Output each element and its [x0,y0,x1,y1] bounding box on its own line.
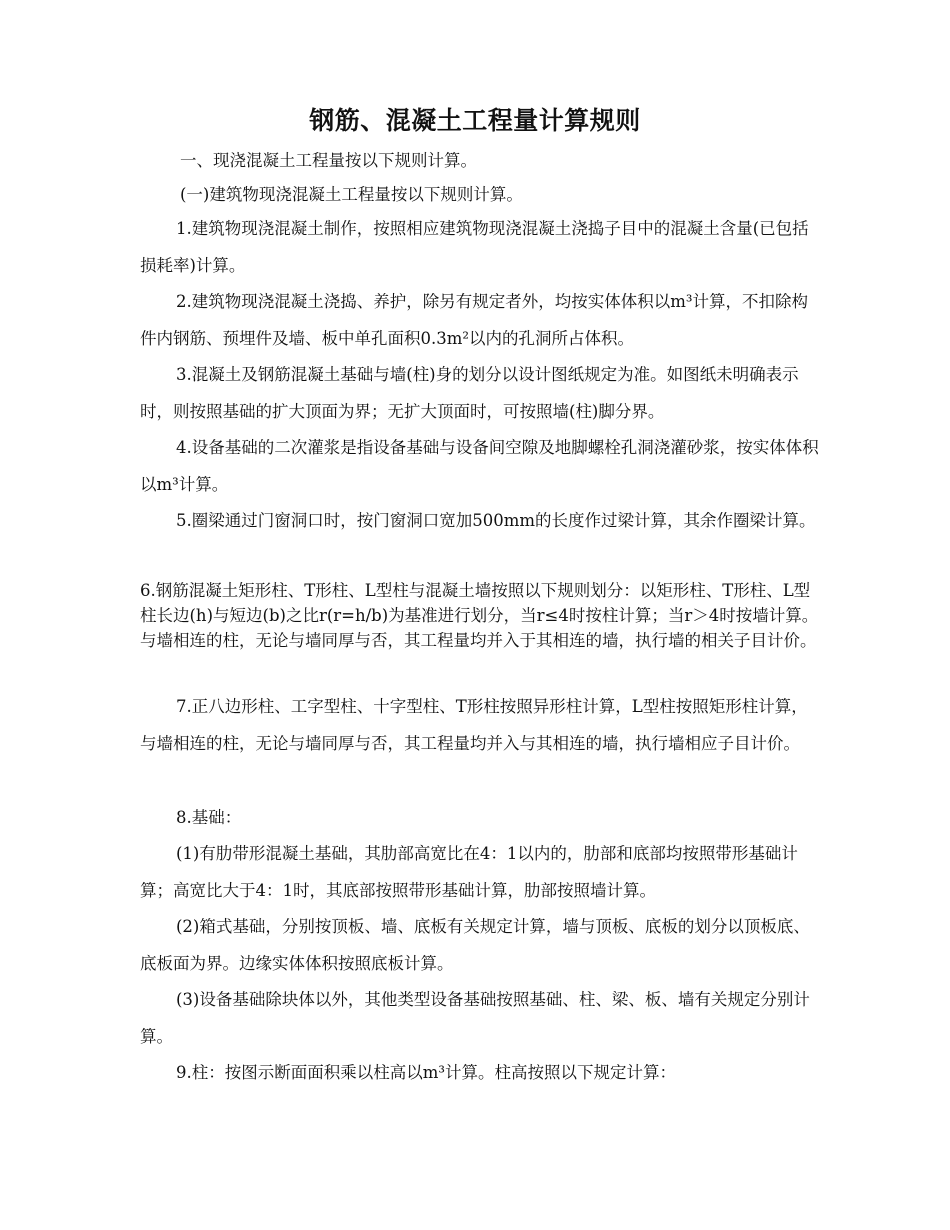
paragraph-rule-7: 7.正八边形柱、工字型柱、十字型柱、T形柱按照异形柱计算，L型柱按照矩形柱计算，与墙相连的柱，无论与墙同厚与否，其工程量均并入与其相连的墙，执行墙相应子目计价。 [140,697,808,753]
paragraph-rule-8-3: (3)设备基础除块体以外，其他类型设备基础按照基础、柱、梁、板、墙有关规定分别计算。 [140,990,810,1046]
paragraph-section-heading: 一、现浇混凝土工程量按以下规则计算。 [180,151,477,170]
paragraph-rule-6: 6.钢筋混凝土矩形柱、T形柱、L型柱与混凝土墙按照以下规则划分：以矩形柱、T形柱、L型柱长边(h)与短边(b)之比r(r=h/b)为基准进行划分，当r≤4时按柱计算；当r＞4时按墙计算。与墙相连的柱，无论与墙同厚与否，其工程量均并入于其相连的墙，执行墙的相关子目计价。 [140,581,819,650]
paragraph-rule-4: 4.设备基础的二次灌浆是指设备基础与设备间空隙及地脚螺栓孔洞浇灌砂浆，按实体体积以m³计算。 [140,438,819,494]
paragraph-rule-5: 5.圈梁通过门窗洞口时，按门窗洞口宽加500mm的长度作过梁计算，其余作圈梁计算。 [176,511,816,530]
paragraph-subsection-heading: (一)建筑物现浇混凝土工程量按以下规则计算。 [180,185,523,204]
paragraph-rule-1: 1.建筑物现浇混凝土制作，按照相应建筑物现浇混凝土浇捣子目中的混凝土含量(已包括损耗率)计算。 [140,219,809,275]
paragraph-rule-9: 9.柱：按图示断面面积乘以柱高以m³计算。柱高按照以下规定计算： [176,1063,677,1082]
document-title: 钢筋、混凝土工程量计算规则 [309,106,641,135]
paragraph-rule-3: 3.混凝土及钢筋混凝土基础与墙(柱)身的划分以设计图纸规定为准。如图纸未明确表示时，则按照基础的扩大顶面为界；无扩大顶面时，可按照墙(柱)脚分界。 [140,365,799,421]
paragraph-rule-8-1: (1)有肋带形混凝土基础，其肋部高宽比在4：1以内的，肋部和底部均按照带形基础计算；高宽比大于4：1时，其底部按照带形基础计算，肋部按照墙计算。 [140,844,798,900]
paragraph-rule-2: 2.建筑物现浇混凝土浇捣、养护，除另有规定者外，均按实体体积以m³计算，不扣除构件内钢筋、预埋件及墙、板中单孔面积0.3m²以内的孔洞所占体积。 [140,292,809,348]
paragraph-rule-8: 8.基础： [176,808,242,827]
paragraph-rule-8-2: (2)箱式基础，分别按顶板、墙、底板有关规定计算，墙与顶板、底板的划分以顶板底、底板面为界。边缘实体体积按照底板计算。 [140,917,810,973]
